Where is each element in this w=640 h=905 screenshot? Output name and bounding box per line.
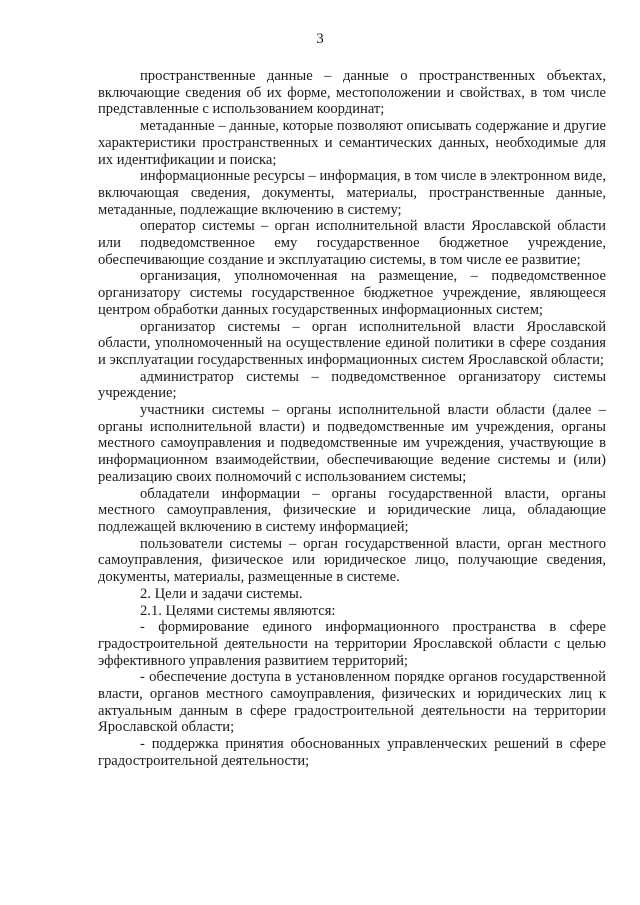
definition-hosting-organization: организация, уполномоченная на размещение, – подведомственное организатору системы государственное бюджетное учреждение, являющееся центром обработки данных государственных информационных систем; [98,268,606,318]
definition-metadata: метаданные – данные, которые позволяют описывать содержание и другие характеристики пространственных и семантических данных, необходимые для их идентификации и поиска; [98,118,606,168]
page-number: 3 [316,31,324,47]
goal-item: - поддержка принятия обоснованных управленческих решений в сфере градостроительной деятельности; [98,736,606,769]
goal-item: - обеспечение доступа в установленном порядке органов государственной власти, органов местного самоуправления, физических и юридических лиц к актуальным данным в сфере градостроительной деятельности на территории Ярославской области; [98,669,606,736]
definition-system-administrator: администратор системы – подведомственное организатору системы учреждение; [98,368,606,402]
definition-information-resources: информационные ресурсы – информация, в том числе в электронном виде, включающая сведения, документы, материалы, пространственные данные, метаданные, подлежащие включению в систему; [98,168,606,218]
subsection-goals-intro: 2.1. Целями системы являются: [140,602,336,619]
section-heading-goals: 2. Цели и задачи системы. [140,585,303,602]
definition-system-organizer: организатор системы – орган исполнительной власти Ярославской области, уполномоченный на осуществление единой политики в сфере создания и эксплуатации государственных информационных систем Ярославской области; [98,318,606,368]
definition-information-owners: обладатели информации – органы государственной власти, органы местного самоуправления, физические и юридические лица, обладающие подлежащей включению в систему информацией; [98,485,606,535]
definition-spatial-data: пространственные данные – данные о пространственных объектах, включающие сведения об их форме, местоположении и свойствах, в том числе представленные с использованием координат; [98,68,606,118]
document-body [98,68,606,770]
definition-system-participants: участники системы – органы исполнительной власти области (далее – органы исполнительной власти) и подведомственные им учреждения, органы местного самоуправления и подведомственные им учреждения, участвующие в информационном взаимодействии, обеспечивающие ведение системы и (или) реализацию своих полномочий с использованием системы; [98,402,606,485]
definition-system-operator: оператор системы – орган исполнительной власти Ярославской области или подведомственное ему государственное бюджетное учреждение, обеспечивающие создание и эксплуатацию системы, в том числе ее развитие; [98,218,606,268]
goal-item: - формирование единого информационного пространства в сфере градостроительной деятельности на территории Ярославской области с целью эффективного управления развитием территорий; [98,619,606,669]
definition-system-users: пользователи системы – орган государственной власти, орган местного самоуправления, физическое или юридическое лицо, получающие сведения, документы, материалы, размещенные в системе. [98,535,606,586]
